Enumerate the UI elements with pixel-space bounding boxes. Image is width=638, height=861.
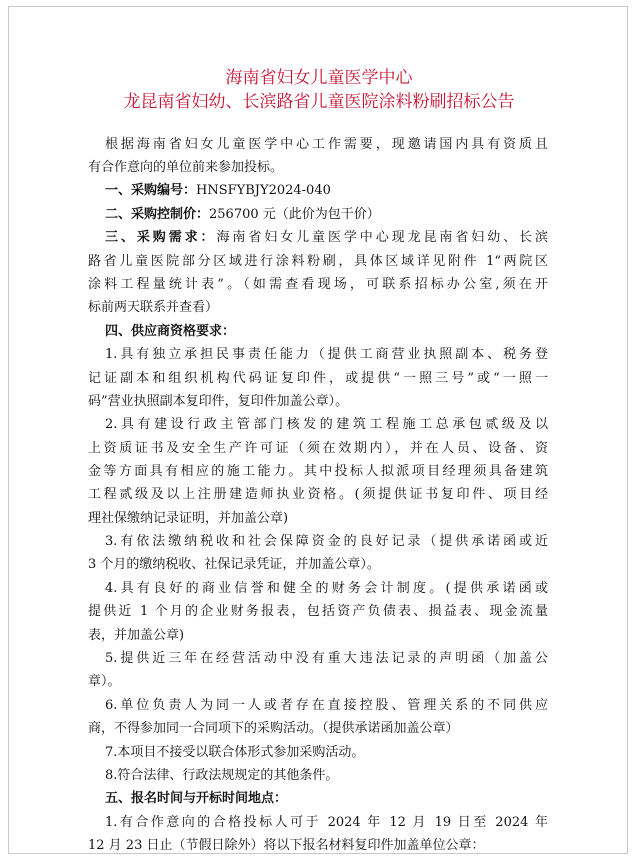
qualification-1-line-2: 记证副本和组织机构代码证复印件，或提供“一照三号”或“一照一 [88,371,548,386]
control-price-line [105,207,380,223]
qualification-4-line-3: 表，并加盖公章) [88,628,185,643]
requirement-line-2: 路省儿童医院部分区域进行涂料粉刷，具体区域详见附件 1“两院区 [88,254,548,269]
intro-line-2: 有合作意向的单位前来参加投标。 [88,160,284,175]
qualification-2-line-3: 金等方面具有相应的施工能力。其中投标人拟派项目经理须具备建筑 [88,464,548,479]
intro-line-1: 根据海南省妇女儿童医学中心工作需要，现邀请国内具有资质且 [105,137,548,152]
qualification-3-line-1: 3.有依法缴纳税收和社会保障资金的良好记录（提供承诺函或近 [105,534,548,549]
qualification-8: 8.符合法律、行政法规规定的其他条件。 [105,768,339,783]
control-price-value: 256700 元（此价为包干价） [209,207,380,222]
section-5-heading: 五、报名时间与开标时间地点： [105,791,288,806]
qualification-6-line-1: 6.单位负责人为同一人或者存在直接控股、管理关系的不同供应 [105,698,548,713]
qualification-5-line-2: 章）。 [88,674,121,689]
qualification-2-line-1: 2.具有建设行政主管部门核发的建筑工程施工总承包贰级及以 [105,417,548,432]
registration-line-1: 1.有合作意向的合格投标人可于 2024 年 12 月 19 日至 2024 年 [105,815,548,830]
qualification-7: 7.本项目不接受以联合体形式参加采购活动。 [105,745,365,760]
section-4-heading: 四、供应商资格要求： [105,324,236,339]
notice-title: 龙昆南省妇幼、长滨路省儿童医院涂料粉刷招标公告 [123,92,515,112]
org-title: 海南省妇女儿童医学中心 [225,68,413,88]
qualification-1-line-1: 1.具有独立承担民事责任能力（提供工商营业执照副本、税务登 [105,347,548,362]
requirement-value: 海南省妇女儿童医学中心现龙昆南省妇幼、长滨 [216,230,548,245]
requirement-line-3: 涂料工程量统计表”。（如需查看现场，可联系招标办公室,须在开 [88,277,548,292]
requirement-line-4: 标前两天联系并查看） [88,300,219,315]
qualification-1-line-3: 码”营业执照副本复印件，复印件加盖公章）。 [88,394,349,409]
control-price-label: 二、采购控制价： [105,207,210,222]
procurement-number-line [105,183,331,199]
qualification-4-line-1: 4.具有良好的商业信誉和健全的财务会计制度。(提供承诺函或 [105,581,548,596]
qualification-2-line-2: 上资质证书及安全生产许可证（须在效期内），并在人员、设备、资 [88,441,548,456]
requirement-label: 三、采购需求： [105,230,217,245]
qualification-3-line-2: 3 个月的缴纳税收、社保记录凭证，并加盖公章）。 [88,557,380,572]
qualification-2-line-4: 工程贰级及以上注册建造师执业资格。(须提供证书复印件、项目经 [88,487,548,502]
requirement-line [105,230,548,246]
registration-line-2: 12 月 23 日止（节假日除外）将以下报名材料复印件加盖单位公章： [88,838,485,853]
procurement-number-label: 一、采购编号： [105,183,197,198]
qualification-5-line-1: 5.提供近三年在经营活动中没有重大违法记录的声明函（加盖公 [105,651,548,666]
procurement-number-value: HNSFYBJY2024-040 [196,183,331,198]
qualification-4-line-2: 提供近 1 个月的企业财务报表，包括资产负债表、损益表、现金流量 [88,604,548,619]
qualification-6-line-2: 商，不得参加同一合同项下的采购活动。（提供承诺函加盖公章） [88,721,459,736]
qualification-2-line-5: 理社保缴纳记录证明，并加盖公章) [88,511,289,526]
